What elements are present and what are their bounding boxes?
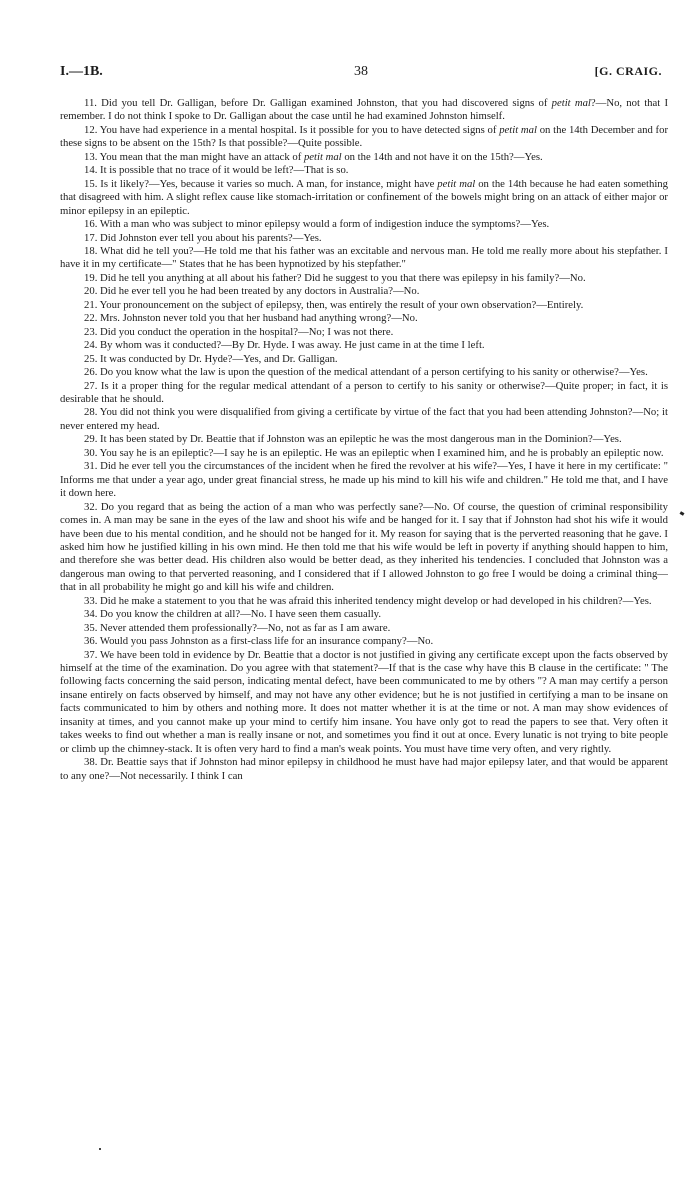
question-answer-paragraph: 36. Would you pass Johnston as a first-class life for an insurance company?—No. <box>84 635 434 648</box>
page-number: 38 <box>354 64 368 79</box>
question-answer-paragraph: 37. We have been told in evidence by Dr. Beattie that a doctor is not justified in giving any certificate except upon the facts observed by himself at the time of the examination. Do you agree with that statement?—If that is the case why have this B clause in the certificate: " The following facts concerning the said person, indicating mental defect, have been communicated to me by others "? A man may certify a person insane entirely on facts observed by himself, and may not have any other evidence; but he is not justified in certifying a man to be insane on facts communicated to him by others and nothing more. It does not matter whether it is at the time or not. A man may show evidences of insanity at times, and you cannot make up your mind to certify him insane. You have only got to read the papers to see that. Very often it takes weeks to find out whether a man is really insane or not, and sometimes you find it out at once. Every lunatic is not trying to bite people or climb up the chimney-stack. It is often very hard to find a man's weak points. You must have time very often, and very rightly. <box>60 648 668 755</box>
scan-dot <box>99 1148 101 1150</box>
question-answer-paragraph: 38. Dr. Beattie says that if Johnston had minor epilepsy in childhood he must have had major epilepsy later, and that would be apparent to any one?—Not necessarily. I think I can <box>60 756 668 782</box>
scan-mark <box>680 511 685 516</box>
question-answer-paragraph: 15. Is it likely?—Yes, because it varies so much. A man, for instance, might have petit mal on the 14th because he had eaten something that disagreed with him. A slight reflex cause like stomach-irritation or confinement of the bowels might bring on an attack of either major or minor epilepsy in an epileptic. <box>60 177 668 217</box>
question-answer-paragraph: 25. It was conducted by Dr. Hyde?—Yes, and Dr. Galligan. <box>84 352 338 365</box>
question-answer-paragraph: 22. Mrs. Johnston never told you that her husband had anything wrong?—No. <box>84 312 418 325</box>
question-answer-paragraph: 32. Do you regard that as being the action of a man who was perfectly sane?—No. Of course, the question of criminal responsibility comes in. A man may be sane in the eyes of the law and shoot his wife and be hanged for it. I say that if Johnston had shot his wife it would have been due to his mental condition, and he should not be hanged for it. My reason for saying that is the perverted reasoning that he gave. I asked him how he justified killing in his own mind. He then told me that his wife would be left in poverty if anything should happen to him, and therefore she was better dead. His children also would be better dead, as they inherited his tendencies. I concluded that Johnston was a dangerous man owing to that perverted reasoning, and I considered that if I allowed Johnston to go free I would be doing a criminal thing—that in all probability he might go and kill his wife and children. <box>60 500 668 594</box>
question-answer-paragraph: 14. It is possible that no trace of it would be left?—That is so. <box>84 164 349 177</box>
question-answer-paragraph: 13. You mean that the man might have an attack of petit mal on the 14th and not have it on the 15th?—Yes. <box>84 150 543 163</box>
question-answer-paragraph: 31. Did he ever tell you the circumstances of the incident when he fired the revolver at his wife?—Yes, I have it here in my certificate: " Informs me that under a year ago, under great financial stress, he made up his mind to kill his wife and children." He told me that, and I have it down here. <box>60 460 668 500</box>
document-reference: I.—1B. <box>60 64 103 79</box>
witness-name: [G. CRAIG. <box>594 64 662 78</box>
question-answer-paragraph: 29. It has been stated by Dr. Beattie that if Johnston was an epileptic he was the most dangerous man in the Dominion?—Yes. <box>84 433 622 446</box>
question-answer-paragraph: 23. Did you conduct the operation in the hospital?—No; I was not there. <box>84 325 394 338</box>
document-body <box>60 97 668 783</box>
question-answer-paragraph: 11. Did you tell Dr. Galligan, before Dr. Galligan examined Johnston, that you had discovered signs of petit mal?—No, not that I remember. I do not think I spoke to Dr. Galligan about the case until he had examined Johnston himself. <box>60 97 669 123</box>
question-answer-paragraph: 24. By whom was it conducted?—By Dr. Hyde. I was away. He just came in at the time I left. <box>84 339 485 352</box>
question-answer-paragraph: 20. Did he ever tell you he had been treated by any doctors in Australia?—No. <box>84 285 420 298</box>
question-answer-paragraph: 28. You did not think you were disqualified from giving a certificate by virtue of the fact that you had been attending Johnston?—No; it never entered my head. <box>60 406 668 432</box>
question-answer-paragraph: 19. Did he tell you anything at all about his father? Did he suggest to you that there was epilepsy in his family?—No. <box>84 271 586 284</box>
question-answer-paragraph: 33. Did he make a statement to you that he was afraid this inherited tendency might develop or had developed in his children?—Yes. <box>84 594 652 607</box>
question-answer-paragraph: 26. Do you know what the law is upon the question of the medical attendant of a person certifying to his sanity or otherwise?—Yes. <box>84 366 648 379</box>
page-header <box>60 64 662 82</box>
question-answer-paragraph: 27. Is it a proper thing for the regular medical attendant of a person to certify to his sanity or otherwise?—Quite proper; in fact, it is desirable that he should. <box>60 379 668 405</box>
question-answer-paragraph: 30. You say he is an epileptic?—I say he is an epileptic. He was an epileptic when I examined him, and he is probably an epileptic now. <box>84 446 664 459</box>
question-answer-paragraph: 35. Never attended them professionally?—No, not as far as I am aware. <box>84 621 391 634</box>
question-answer-paragraph: 12. You have had experience in a mental hospital. Is it possible for you to have detected signs of petit mal on the 14th December and for these signs to be absent on the 15th? Is that possible?—Quite possible. <box>60 123 669 150</box>
question-answer-paragraph: 18. What did he tell you?—He told me that his father was an excitable and nervous man. He told me really more about his stepfather. I have it in my certificate—" States that he has been hypnotized by his stepfather." <box>60 244 668 271</box>
question-answer-paragraph: 17. Did Johnston ever tell you about his parents?—Yes. <box>84 231 322 244</box>
question-answer-paragraph: 21. Your pronouncement on the subject of epilepsy, then, was entirely the result of your own observation?—Entirely. <box>84 298 584 311</box>
question-answer-paragraph: 34. Do you know the children at all?—No. I have seen them casually. <box>84 608 381 621</box>
question-answer-paragraph: 16. With a man who was subject to minor epilepsy would a form of indigestion induce the symptoms?—Yes. <box>84 218 550 231</box>
